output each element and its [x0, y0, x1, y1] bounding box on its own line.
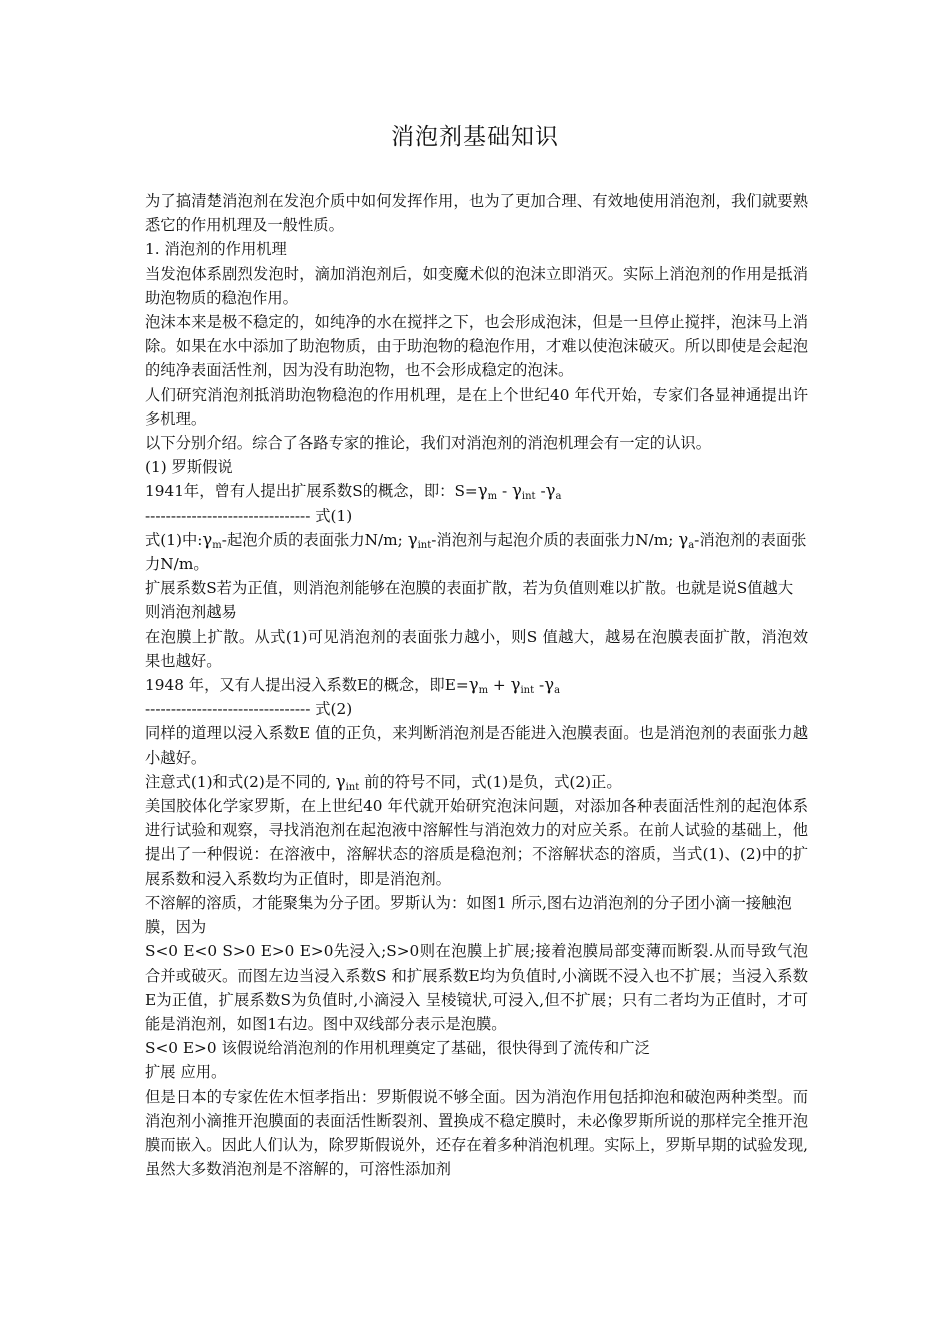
formula-spreading: 1941年，曾有人提出扩展系数S的概念，即：$S=\gamma_m - \gamma_{int}$ $-\gamma_a$ — [145, 481, 562, 503]
formula-penetration: 1948 年，又有人提出浸入系数E的概念，即$E=\gamma_m + \gamma_{int}$ $-\gamma_a$ — [145, 675, 561, 697]
paragraph: 注意式(1)和式(2)是不同的, $\gamma_{int}$ 前的符号不同，式(1)是负，式(2)正。 — [145, 771, 622, 793]
paragraph: 美国胶体化学家罗斯，在上世纪40 年代就开始研究泡沫问题，对添加各种表面活性剂的起泡体系进行试验和观察，寻找消泡剂在起泡液中溶解性与消泡效力的对应关系。在前人试验的基础上，他提出了一种假说：在溶液中，溶解状态的溶质是稳泡剂；不溶解状态的溶质，当式(1)、(2)中的扩展系数和浸入系数均为正值时，即是消泡剂。 — [145, 797, 808, 888]
page-title: 消泡剂基础知识 — [391, 124, 559, 150]
paragraph: 扩展 应用。 — [145, 1063, 227, 1082]
paragraph: S<0 E>0 该假说给消泡剂的作用机理奠定了基础，很快得到了流传和广泛 — [145, 1039, 650, 1058]
document-body — [145, 189, 808, 1181]
paragraph: 扩展系数S若为正值，则消泡剂能够在泡膜的表面扩散，若为负值则难以扩散。也就是说S值越大则消泡剂越易 — [145, 579, 794, 622]
paragraph: 人们研究消泡剂抵消助泡物稳泡的作用机理，是在上个世纪40 年代开始，专家们各显神通提出许多机理。 — [145, 385, 808, 428]
paragraph: S<0 E<0 S>0 E>0 E>0先浸入;S>0则在泡膜上扩展;接着泡膜局部变薄而断裂.从而导致气泡合并或破灭。而图左边当浸入系数S 和扩展系数E均为负值时,小滴既不浸入也不扩展；当浸入系数E为正值，扩展系数S为负值时,小滴浸入 呈棱镜状,可浸入,但不扩展；只有二者均为正值时，才可能是消泡剂，如图1右边。图中双线部分表示是泡膜。 — [145, 942, 808, 1033]
paragraph: 不溶解的溶质，才能聚集为分子团。罗斯认为：如图1 所示,图右边消泡剂的分子团小滴一接触泡膜，因为 — [145, 893, 792, 937]
formula-1-definition: 式(1)中$:\gamma_m-$起泡介质的表面张力N/m; $\gamma_{int}-$消泡剂与起泡介质的表面张力N/m; $\gamma_a-$消泡剂的表面张力N/m。 — [145, 529, 807, 574]
formula-1-label: -------------------------------- 式(1) — [145, 506, 353, 525]
paragraph: 当发泡体系剧烈发泡时，滴加消泡剂后，如变魔术似的泡沫立即消灭。实际上消泡剂的作用是抵消助泡物质的稳泡作用。 — [145, 264, 808, 307]
paragraph: 为了搞清楚消泡剂在发泡介质中如何发挥作用，也为了更加合理、有效地使用消泡剂，我们就要熟悉它的作用机理及一般性质。 — [145, 192, 808, 235]
subsection-heading: (1) 罗斯假说 — [145, 458, 233, 477]
formula-2-label: -------------------------------- 式(2) — [145, 700, 353, 719]
section-heading: 1. 消泡剂的作用机理 — [145, 240, 287, 259]
paragraph: 但是日本的专家佐佐木恒孝指出：罗斯假说不够全面。因为消泡作用包括抑泡和破泡两种类型。而消泡剂小滴推开泡膜面的表面活性断裂剂、置换成不稳定膜时，未必像罗斯所说的那样完全推开泡膜而嵌入。因此人们认为，除罗斯假说外，还存在着多种消泡机理。实际上，罗斯早期的试验发现,虽然大多数消泡剂是不溶解的，可溶性添加剂 — [145, 1087, 808, 1179]
paragraph: 同样的道理以浸入系数E 值的正负，来判断消泡剂是否能进入泡膜表面。也是消泡剂的表面张力越小越好。 — [145, 724, 808, 767]
paragraph: 以下分别介绍。综合了各路专家的推论，我们对消泡剂的消泡机理会有一定的认识。 — [145, 434, 711, 453]
paragraph: 泡沫本来是极不稳定的，如纯净的水在搅拌之下，也会形成泡沫，但是一旦停止搅拌，泡沫马上消除。如果在水中添加了助泡物质，由于助泡物的稳泡作用，才难以使泡沫破灭。所以即使是会起泡的纯净表面活性剂，因为没有助泡物，也不会形成稳定的泡沫。 — [145, 313, 808, 380]
paragraph: 在泡膜上扩散。从式(1)可见消泡剂的表面张力越小，则S 值越大，越易在泡膜表面扩散，消泡效果也越好。 — [145, 627, 808, 670]
